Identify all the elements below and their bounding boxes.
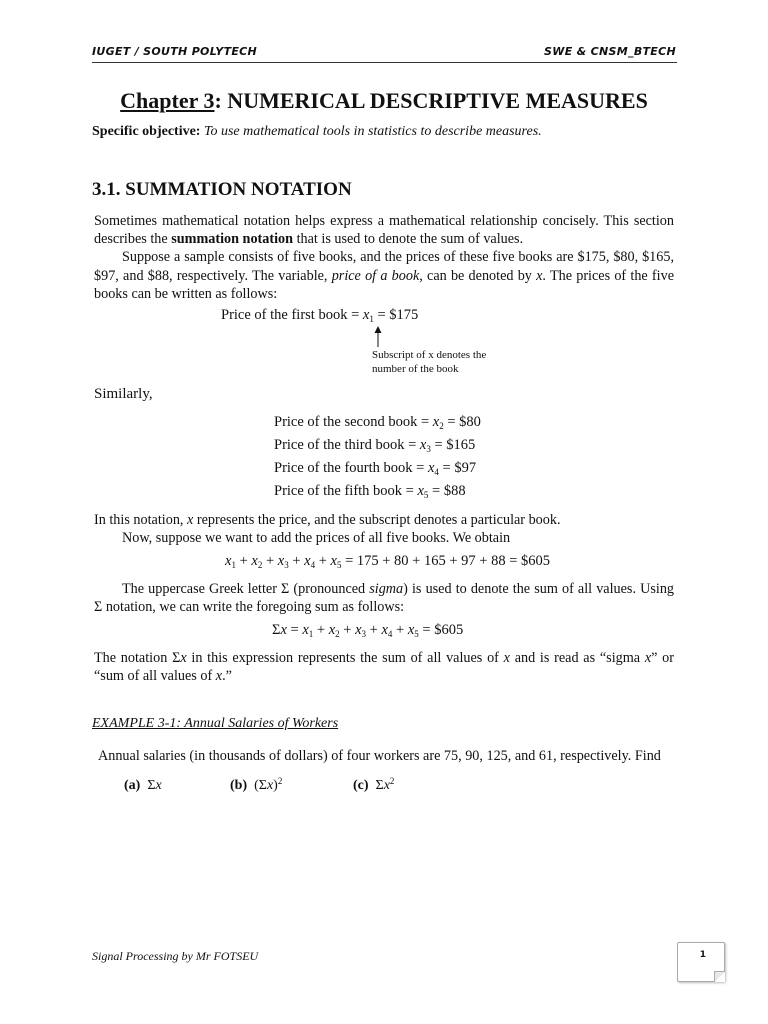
section-heading: 3.1. SUMMATION NOTATION	[92, 179, 352, 200]
subscript-arrow	[373, 326, 383, 348]
objective-text: To use mathematical tools in statistics to describe measures.	[203, 124, 542, 139]
sum-equation: $x_1 + x_2 + x_3 + x_4 + x_5 = 175 + 80 + 165 + 97 + 88$ = $605	[225, 553, 551, 570]
reading-paragraph: The notation Σx in this expression represents the sum of all values of x and is read as “sigma x” or “sum of all values of x.”	[94, 650, 674, 685]
header-right: SWE & CNSM_BTECH	[544, 45, 676, 58]
sigma-equation: $\Sigma x = x_1 + x_2 + x_3 + x_4 + x_5$ = $605	[272, 622, 464, 639]
intro-p2: Suppose a sample consists of five books, and the prices of these five books are $175, $80, $165, $97, and $88, respectively. The variable, price of a book, can be denoted by x. The prices of the five books can be written as follows:	[94, 249, 674, 302]
page-corner-fold	[714, 971, 725, 982]
intro-paragraph	[94, 212, 674, 303]
specific-objective	[92, 124, 542, 140]
chapter-label: Chapter 3	[120, 88, 215, 113]
book-equation: Price of the fifth book = $x_5$ = $88	[274, 483, 466, 500]
objective-label: Specific objective:	[92, 124, 201, 139]
chapter-title: : NUMERICAL DESCRIPTIVE MEASURES	[214, 88, 648, 113]
book-equation: Price of the third book = $x_3$ = $165	[274, 437, 476, 454]
subscript-note: Subscript of x denotes the number of the book	[372, 349, 487, 375]
similarly-text: Similarly,	[94, 386, 153, 402]
footer-text: Signal Processing by Mr FOTSEU	[92, 949, 259, 963]
book-equation: Price of the second book = $x_2$ = $80	[274, 414, 481, 431]
header-left: IUGET / SOUTH POLYTECH	[92, 45, 258, 58]
page-title	[0, 88, 768, 114]
first-book-equation: Price of the first book = $x_1$ = $175	[221, 307, 419, 324]
page-number: 1	[699, 950, 706, 960]
example-parts: (a) Σx (b) $(\Sigma x)^2$ (c) $\Sigma x^2$	[124, 776, 395, 793]
example-title: EXAMPLE 3-1: Annual Salaries of Workers	[92, 716, 339, 731]
book-equation: Price of the fourth book = $x_4$ = $97	[274, 460, 477, 477]
header-divider	[92, 62, 677, 63]
page-number-box	[677, 942, 725, 982]
sigma-paragraph: The uppercase Greek letter Σ (pronounced sigma) is used to denote the sum of all values. Using Σ notation, we can write the foregoing sum as follows:	[94, 581, 675, 616]
example-text: Annual salaries (in thousands of dollars) of four workers are 75, 90, 125, and 61, respectively. Find	[98, 748, 661, 764]
notation-paragraph: In this notation, x represents the price, and the subscript denotes a particular book. Now, suppose we want to add the prices of all five books. We obtain	[94, 512, 561, 547]
intro-p1: Sometimes mathematical notation helps express a mathematical relationship concisely. This section describes the summation notation that is used to denote the sum of values.	[94, 213, 674, 248]
